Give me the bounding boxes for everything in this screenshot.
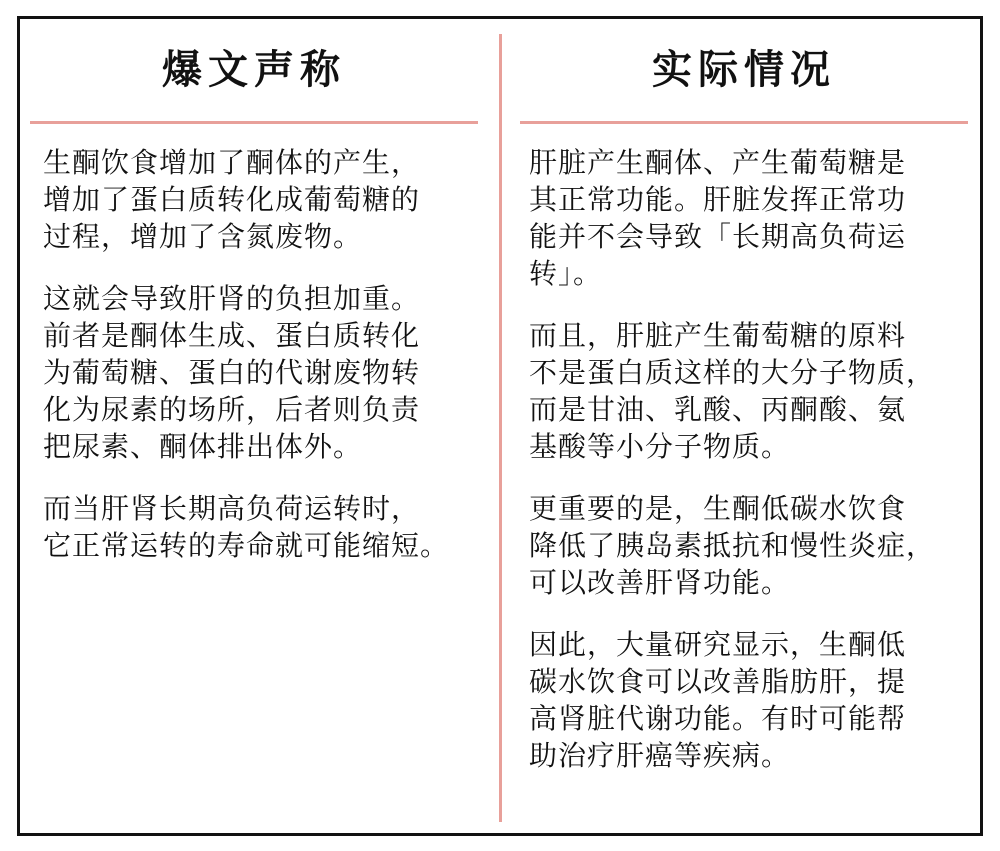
fact-column <box>529 144 967 799</box>
fact-paragraph-4: 因此，大量研究显示，生酮低 碳水饮食可以改善脂肪肝，提 高肾脏代谢功能。有时可能帮 助治疗肝癌等疾病。 <box>529 628 907 772</box>
claim-column <box>43 144 487 589</box>
claim-column-heading: 爆文声称 <box>162 47 346 93</box>
column-divider <box>499 34 502 822</box>
claim-paragraph-2: 这就会导致肝肾的负担加重。 前者是酮体生成、蛋白质转化 为葡萄糖、蛋白的代谢废物转 化为尿素的场所，后者则负责 把尿素、酮体排出体外。 <box>43 282 421 463</box>
claim-paragraph-3: 而当肝肾长期高负荷运转时， 它正常运转的寿命就可能缩短。 <box>43 492 450 562</box>
fact-column-heading: 实际情况 <box>652 47 836 93</box>
fact-paragraph-3: 更重要的是，生酮低碳水饮食 降低了胰岛素抵抗和慢性炎症， 可以改善肝肾功能。 <box>529 492 936 599</box>
claim-heading-divider <box>30 121 478 124</box>
fact-paragraph-2: 而且，肝脏产生葡萄糖的原料 不是蛋白质这样的大分子物质， 而是甘油、乳酸、丙酮酸、氨 基酸等小分子物质。 <box>529 319 936 463</box>
claim-paragraph-1: 生酮饮食增加了酮体的产生， 增加了蛋白质转化成葡萄糖的 过程，增加了含氮废物。 <box>43 146 421 253</box>
fact-paragraph-1: 肝脏产生酮体、产生葡萄糖是 其正常功能。肝脏发挥正常功 能并不会导致「长期高负荷运 转」。 <box>529 146 907 290</box>
fact-heading-divider <box>520 121 968 124</box>
